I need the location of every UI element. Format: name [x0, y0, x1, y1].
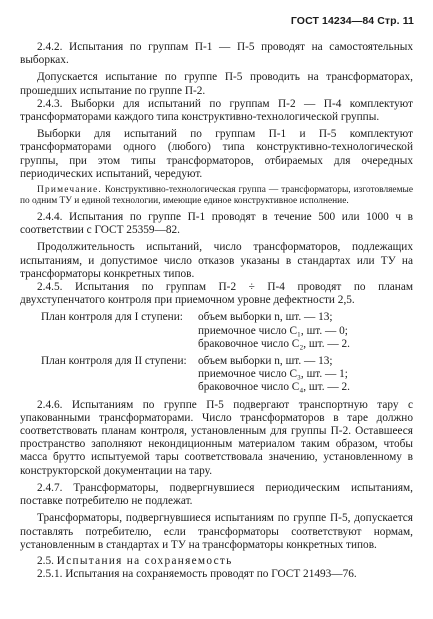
control-plan-stage-1 — [20, 311, 413, 351]
plan-1-acceptance: приемочное число C₁, шт. — 0; — [198, 324, 348, 337]
paragraph-2-4-7: 2.4.7. Трансформаторы, подвергнувшиеся периодическим испытаниям, поставке потребителю не подлежат. — [20, 481, 413, 508]
plan-2-label: План контроля для II ступени: — [41, 355, 187, 368]
plan-1-label: План контроля для I ступени: — [41, 311, 183, 324]
paragraph-2-4-6: 2.4.6. Испытаниям по группе П-5 подвергают транспортную тару с упакованными трансформаторами. Число трансформаторов в таре должно соответствовать планам контроля, установленным для группы П-2. Оставшееся пространство заполняют некондиционным материалом таким образом, чтобы масса брутто испытуемой тары соответствовала значению, установленному в конструкторской документации на тару. — [20, 398, 413, 477]
paragraph-2-4-3: 2.4.3. Выборки для испытаний по группам П-2 — П-4 комплектуют трансформаторами каждого типа конструктивно-технологической группы. — [20, 97, 413, 124]
note-title: Примечание. — [37, 185, 102, 196]
section-title: Испытания на сохраняемость — [56, 554, 233, 567]
page-header: ГОСТ 14234—84 Стр. 11 — [290, 15, 414, 27]
control-plan-stage-2 — [20, 355, 413, 395]
plan-2-rejection: браковочное число C₄, шт. — 2. — [198, 381, 350, 394]
paragraph-2-4-4: 2.4.4. Испытания по группе П-1 проводят в течение 500 или 1000 ч в соответствии с ГОСТ 25359—82. — [20, 211, 413, 237]
paragraph-p5-on-p2: Допускается испытание по группе П-5 проводить на трансформаторах, прошедших испытание по группе П-2. — [20, 71, 413, 97]
paragraph-p5-delivery: Трансформаторы, подвергнувшиеся испытаниям по группе П-5, допускается поставлять потребителю, если трансформаторы соответствуют нормам, установленным в стандартах и ТУ на трансформаторы конкретных типов. — [20, 512, 413, 551]
note — [20, 185, 413, 207]
plan-1-sample-size: объем выборки n, шт. — 13; — [198, 311, 333, 324]
paragraph-2-4-5: 2.4.5. Испытания по группам П-2 ÷ П-4 проводят по планам двухступенчатого контроля при приемочном уровне дефектности 2,5. — [20, 281, 413, 307]
section-number: 2.5. — [37, 554, 57, 567]
plan-2-sample-size: объем выборки n, шт. — 13; — [198, 355, 333, 368]
page-content — [20, 41, 413, 581]
plan-2-acceptance: приемочное число C₃, шт. — 1; — [198, 368, 348, 381]
paragraph-duration: Продолжительность испытаний, число трансформаторов, подлежащих испытаниям, и допустимое число отказов указаны в стандартах или ТУ на трансформаторы конкретных типов. — [20, 241, 413, 280]
paragraph-2-5-1: 2.5.1. Испытания на сохраняемость проводят по ГОСТ 21493—76. — [37, 568, 357, 581]
paragraph-samples-p1-p5: Выборки для испытаний по группам П-1 и П-5 комплектуют трансформаторами одного (любого) типа конструктивно-технологической группы, при этом типы трансформаторов, отбираемых для очередных периодических испытаний, чередуют. — [20, 128, 413, 180]
paragraph-2-4-2: 2.4.2. Испытания по группам П-1 — П-5 проводят на самостоятельных выборках. — [20, 41, 413, 67]
plan-1-rejection: браковочное число C₂, шт. — 2. — [198, 337, 350, 350]
note-text: Конструктивно-технологическая группа — трансформаторы, изготовляемые по одним ТУ и единой технологии, имеющие единое конструктивное исполнение. — [20, 185, 413, 207]
section-heading-2-5 — [20, 555, 413, 568]
